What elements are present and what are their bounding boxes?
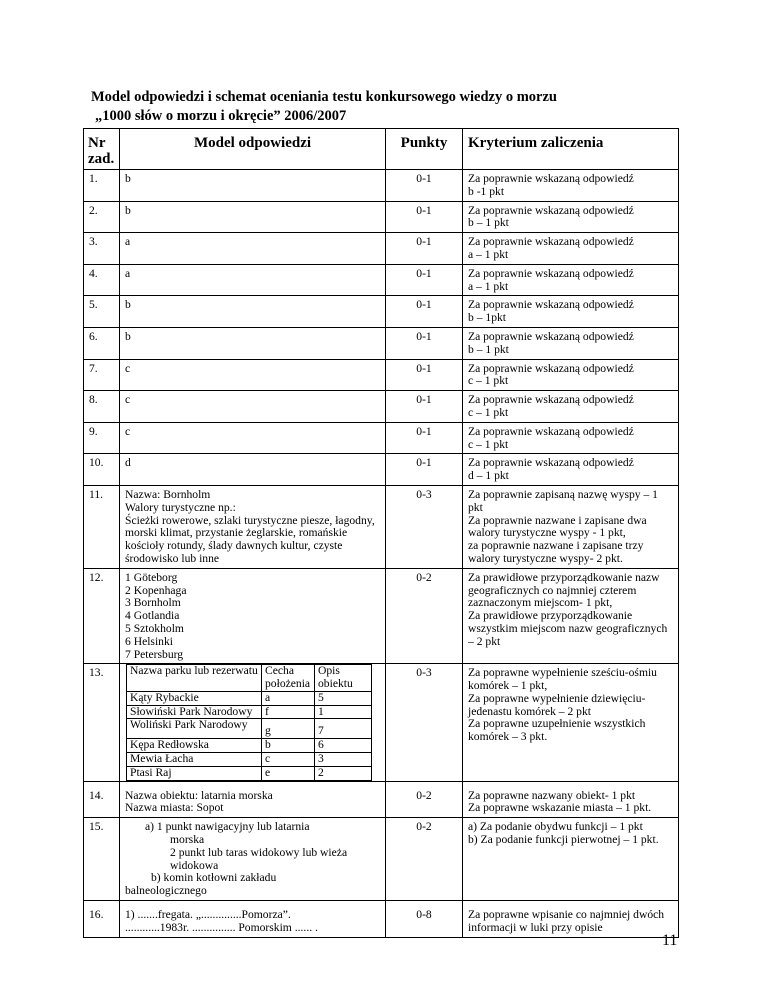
task15-a-line: morska (170, 833, 205, 847)
row-criterion: Za poprawne nazwany obiekt- 1 pkt Za poprawne wskazanie miasta – 1 pkt. (463, 781, 679, 818)
inner-cell: f (262, 705, 315, 719)
row-points: 0-3 (386, 664, 463, 781)
title-line-2: „1000 słów o morzu i okręcie” 2006/2007 (95, 108, 347, 124)
row-answer: Nazwa obiektu: latarnia morska Nazwa miasta: Sopot (120, 781, 386, 818)
row-criterion: Za poprawnie zapisaną nazwę wyspy – 1 pkt Za poprawnie nazwane i zapisane dwa walory turystyczne wyspy - 1 pkt, za poprawnie nazwane i zapisane trzy walory turystyczne wyspy- 2 pkt. (463, 485, 679, 568)
row-answer: c (120, 359, 386, 391)
task13-inner-table (126, 664, 372, 780)
row-answer: b (120, 201, 386, 233)
row-answer: b (120, 327, 386, 359)
table-row (84, 485, 679, 568)
inner-cell: Ptasi Raj (127, 766, 262, 780)
row-answer: b (120, 296, 386, 328)
inner-cell: a (262, 691, 315, 705)
row-number: 14. (84, 781, 120, 818)
inner-cell: Mewia Łacha (127, 753, 262, 767)
inner-cell: 3 (315, 753, 372, 767)
row-points: 0-1 (386, 359, 463, 391)
task15-a-line: a) 1 punkt nawigacyjny lub latarnia (145, 820, 310, 834)
row-number: 1. (84, 170, 120, 202)
table-row (84, 781, 679, 818)
inner-header: Cecha położenia (262, 665, 315, 692)
row-number: 3. (84, 233, 120, 265)
task15-a-line: widokowa (170, 858, 219, 872)
page-number: 11 (662, 932, 678, 949)
row-criterion: Za poprawnie wskazaną odpowiedź a – 1 pkt (463, 233, 679, 265)
task15-b-line: balneologicznego (125, 884, 207, 898)
table-row (84, 296, 679, 328)
row-points: 0-2 (386, 818, 463, 901)
row-answer: c (120, 422, 386, 454)
row-answer: a (120, 233, 386, 265)
inner-cell: c (262, 753, 315, 767)
row-points: 0-1 (386, 201, 463, 233)
row-criterion: Za poprawnie wskazaną odpowiedź d – 1 pkt (463, 454, 679, 486)
header-points: Punkty (386, 129, 463, 170)
task15-b-line: b) komin kotłowni zakładu (151, 871, 277, 885)
row-points: 0-1 (386, 391, 463, 423)
inner-cell: b (262, 739, 315, 753)
row-criterion: a) Za podanie obydwu funkcji – 1 pkt b) Za podanie funkcji pierwotnej – 1 pkt. (463, 818, 679, 901)
row-criterion: Za poprawnie wskazaną odpowiedź c – 1 pkt (463, 422, 679, 454)
row-number: 7. (84, 359, 120, 391)
row-number: 13. (84, 664, 120, 781)
row-answer: c (120, 391, 386, 423)
row-number: 12. (84, 568, 120, 664)
row-number: 15. (84, 818, 120, 901)
row-criterion: Za poprawnie wskazaną odpowiedź b – 1pkt (463, 296, 679, 328)
row-answer: Nazwa: Bornholm Walory turystyczne np.: Ścieżki rowerowe, szlaki turystyczne piesze, łagodny, morski klimat, przystanie żeglarskie, romańskie kościoły rotundy, ślady dawnych kultur, czyste środowisko lub inne (120, 485, 386, 568)
table-row (84, 901, 679, 938)
row-points: 0-1 (386, 264, 463, 296)
row-points: 0-3 (386, 485, 463, 568)
table-row (84, 568, 679, 664)
header-criterion: Kryterium zaliczenia (463, 129, 679, 170)
row-points: 0-1 (386, 296, 463, 328)
inner-cell: Kępa Redłowska (127, 739, 262, 753)
inner-cell: 2 (315, 766, 372, 780)
row-points: 0-1 (386, 327, 463, 359)
title-line-1: Model odpowiedzi i schemat oceniania testu konkursowego wiedzy o morzu (91, 89, 557, 105)
inner-cell: Woliński Park Narodowy (127, 719, 262, 739)
row-points: 0-2 (386, 781, 463, 818)
row-criterion: Za prawidłowe przyporządkowanie nazw geograficznych co najmniej czterem zaznaczonym miejscom- 1 pkt, Za prawidłowe przyporządkowanie wszystkim miejscom nazw geograficznych – 2 pkt (463, 568, 679, 664)
row-criterion: Za poprawnie wskazaną odpowiedź a – 1 pkt (463, 264, 679, 296)
inner-cell: 5 (315, 691, 372, 705)
row-criterion: Za poprawne wpisanie co najmniej dwóch informacji w luki przy opisie (463, 901, 679, 938)
row-answer: 1 Göteborg 2 Kopenhaga 3 Bornholm 4 Gotlandia 5 Sztokholm 6 Helsinki 7 Petersburg (120, 568, 386, 664)
table-row (84, 454, 679, 486)
inner-cell: e (262, 766, 315, 780)
table-row (84, 359, 679, 391)
row-number: 4. (84, 264, 120, 296)
inner-cell: Kąty Rybackie (127, 691, 262, 705)
table-row (84, 327, 679, 359)
row-answer (120, 818, 386, 901)
inner-cell: 7 (315, 719, 372, 739)
document-title (91, 88, 557, 126)
row-criterion: Za poprawne wypełnienie sześciu-ośmiu komórek – 1 pkt, Za poprawne wypełnienie dziewięciu-jedenastu komórek – 2 pkt Za poprawne uzupełnienie wszystkich komórek – 3 pkt. (463, 664, 679, 781)
row-number: 5. (84, 296, 120, 328)
row-criterion: Za poprawnie wskazaną odpowiedź b -1 pkt (463, 170, 679, 202)
table-row (84, 391, 679, 423)
row-number: 2. (84, 201, 120, 233)
row-points: 0-1 (386, 454, 463, 486)
row-answer (120, 664, 386, 781)
table-row (84, 233, 679, 265)
row-number: 8. (84, 391, 120, 423)
inner-cell: 1 (315, 705, 372, 719)
inner-cell: g (262, 719, 315, 739)
table-row (84, 818, 679, 901)
inner-header: Nazwa parku lub rezerwatu (127, 665, 262, 692)
inner-cell: 6 (315, 739, 372, 753)
row-criterion: Za poprawnie wskazaną odpowiedź b – 1 pkt (463, 201, 679, 233)
row-points: 0-1 (386, 170, 463, 202)
table-row (84, 170, 679, 202)
row-number: 6. (84, 327, 120, 359)
table-row (84, 264, 679, 296)
row-answer: d (120, 454, 386, 486)
inner-header: Opis obiektu (315, 665, 372, 692)
row-points: 0-1 (386, 422, 463, 454)
row-answer: 1) .......fregata. „..............Pomorza”. ............1983r. ............... Pomorskim ...... . (120, 901, 386, 938)
row-points: 0-1 (386, 233, 463, 265)
table-row (84, 201, 679, 233)
answer-key-table (83, 128, 679, 938)
row-criterion: Za poprawnie wskazaną odpowiedź c – 1 pkt (463, 359, 679, 391)
row-points: 0-8 (386, 901, 463, 938)
header-model: Model odpowiedzi (120, 129, 386, 170)
row-answer: b (120, 170, 386, 202)
task15-a-line: 2 punkt lub taras widokowy lub wieża (170, 845, 348, 859)
inner-cell: Słowiński Park Narodowy (127, 705, 262, 719)
table-row (84, 664, 679, 781)
row-points: 0-2 (386, 568, 463, 664)
row-number: 10. (84, 454, 120, 486)
row-criterion: Za poprawnie wskazaną odpowiedź c – 1 pkt (463, 391, 679, 423)
row-criterion: Za poprawnie wskazaną odpowiedź b – 1 pkt (463, 327, 679, 359)
row-number: 9. (84, 422, 120, 454)
table-row (84, 422, 679, 454)
row-number: 16. (84, 901, 120, 938)
row-answer: a (120, 264, 386, 296)
header-nr: Nr zad. (84, 129, 120, 170)
row-number: 11. (84, 485, 120, 568)
